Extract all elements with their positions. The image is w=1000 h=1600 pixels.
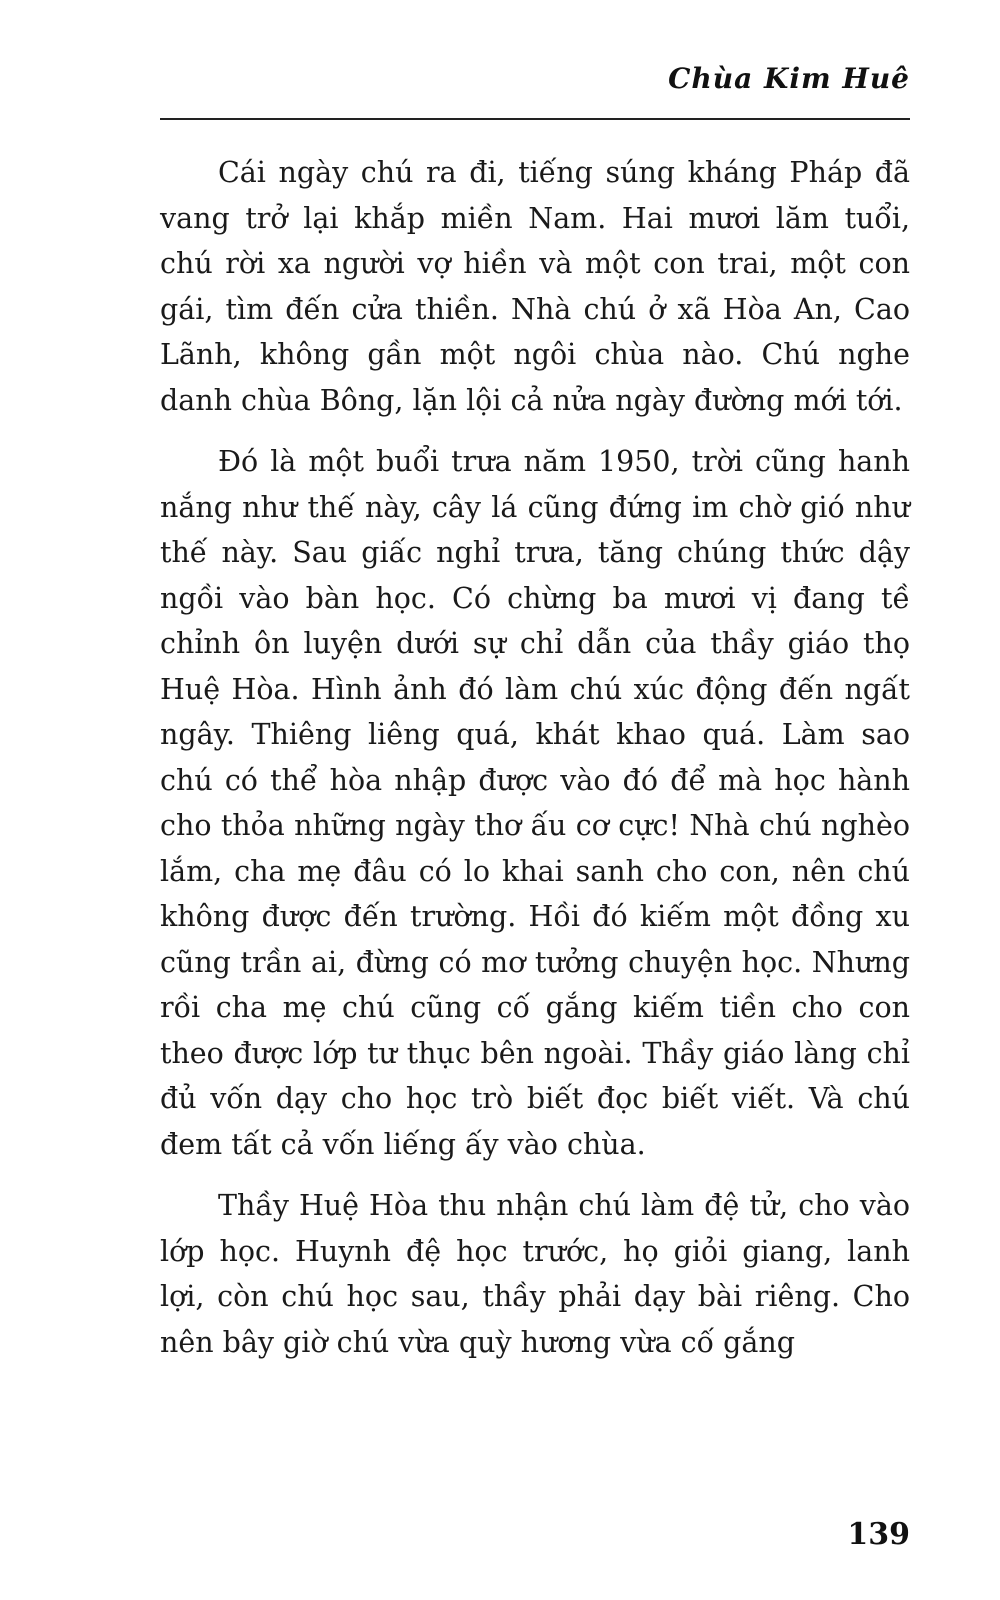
paragraph: Cái ngày chú ra đi, tiếng súng kháng Pháp đã vang trở lại khắp miền Nam. Hai mươi lăm tuổi, chú rời xa người vợ hiền và một con trai, một con gái, tìm đến cửa thiền. Nhà chú ở xã Hòa An, Cao Lãnh, không gần một ngôi chùa nào. Chú nghe danh chùa Bông, lặn lội cả nửa ngày đường mới tới. xyxy=(160,156,910,417)
header-divider xyxy=(160,118,910,120)
page-body xyxy=(160,150,910,1381)
paragraph: Thầy Huệ Hòa thu nhận chú làm đệ tử, cho vào lớp học. Huynh đệ học trước, họ giỏi giang, lanh lợi, còn chú học sau, thầy phải dạy bài riêng. Cho nên bây giờ chú vừa quỳ hương vừa cố gắng xyxy=(160,1189,910,1359)
running-header-title: Chùa Kim Huê xyxy=(668,62,910,95)
paragraph: Đó là một buổi trưa năm 1950, trời cũng hanh nắng như thế này, cây lá cũng đứng im chờ gió như thế này. Sau giấc nghỉ trưa, tăng chúng thức dậy ngồi vào bàn học. Có chừng ba mươi vị đang tề chỉnh ôn luyện dưới sự chỉ dẫn của thầy giáo thọ Huệ Hòa. Hình ảnh đó làm chú xúc động đến ngất ngây. Thiêng liêng quá, khát khao quá. Làm sao chú có thể hòa nhập được vào đó để mà học hành cho thỏa những ngày thơ ấu cơ cực! Nhà chú nghèo lắm, cha mẹ đâu có lo khai sanh cho con, nên chú không được đến trường. Hồi đó kiếm một đồng xu cũng trần ai, đừng có mơ tưởng chuyện học. Nhưng rồi cha mẹ chú cũng cố gắng kiếm tiền cho con theo được lớp tư thục bên ngoài. Thầy giáo làng chỉ đủ vốn dạy cho học trò biết đọc biết viết. Và chú đem tất cả vốn liếng ấy vào chùa. xyxy=(160,445,910,1161)
page-number: 139 xyxy=(847,1517,910,1552)
